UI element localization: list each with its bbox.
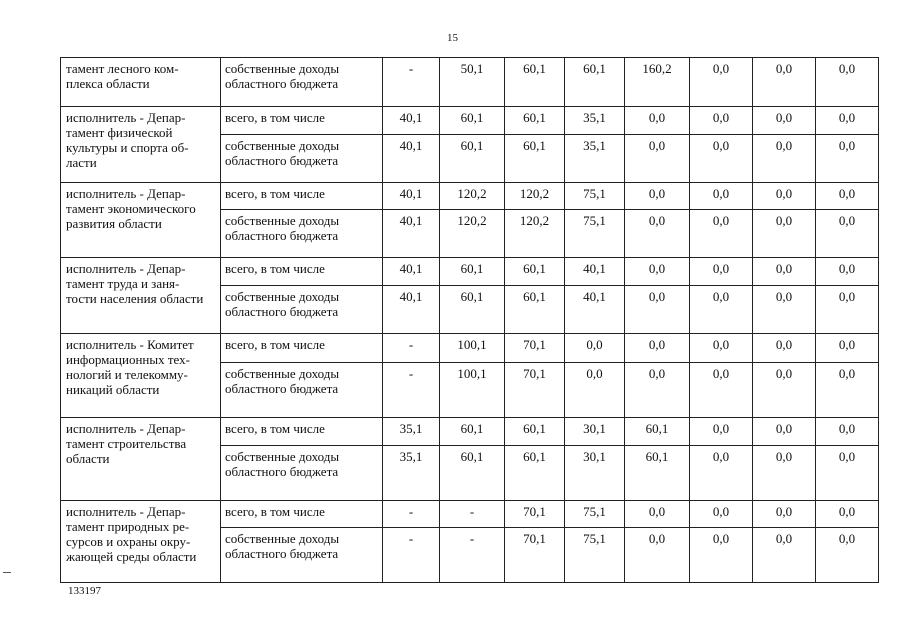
executor-cell: исполнитель - Депар- тамент физической культуры и спорта об- ласти — [61, 107, 221, 183]
footer-code: 133197 — [68, 585, 101, 597]
funding-source-cell: собственные доходы областного бюджета — [221, 135, 383, 183]
value-cell: 0,0 — [690, 183, 753, 210]
value-cell: 0,0 — [816, 418, 879, 446]
value-cell: 100,1 — [440, 334, 505, 363]
value-cell: 0,0 — [625, 528, 690, 583]
value-cell: 0,0 — [690, 258, 753, 286]
funding-source-cell: всего, в том числе — [221, 334, 383, 363]
value-cell: 60,1 — [505, 135, 565, 183]
value-cell: 120,2 — [440, 210, 505, 258]
value-cell: 0,0 — [753, 528, 816, 583]
value-cell: 40,1 — [565, 286, 625, 334]
table-row — [61, 58, 879, 107]
value-cell: 120,2 — [440, 183, 505, 210]
value-cell: 60,1 — [625, 418, 690, 446]
value-cell: 0,0 — [816, 334, 879, 363]
value-cell: 120,2 — [505, 183, 565, 210]
value-cell: 0,0 — [753, 334, 816, 363]
page-number: 15 — [447, 32, 458, 44]
value-cell: 40,1 — [383, 107, 440, 135]
value-cell: 75,1 — [565, 210, 625, 258]
value-cell: - — [383, 501, 440, 528]
value-cell: 0,0 — [753, 135, 816, 183]
value-cell: 0,0 — [625, 135, 690, 183]
value-cell: 35,1 — [383, 446, 440, 501]
value-cell: 0,0 — [690, 334, 753, 363]
value-cell: 0,0 — [690, 58, 753, 107]
executor-cell: исполнитель - Депар- тамент труда и заня- тости населения области — [61, 258, 221, 334]
value-cell: 0,0 — [753, 58, 816, 107]
value-cell: 35,1 — [565, 135, 625, 183]
value-cell: 0,0 — [690, 135, 753, 183]
value-cell: 0,0 — [690, 107, 753, 135]
funding-source-cell: всего, в том числе — [221, 258, 383, 286]
executor-cell: исполнитель - Депар- тамент природных ре- сурсов и охраны окру- жающей среды области — [61, 501, 221, 583]
value-cell: 70,1 — [505, 528, 565, 583]
value-cell: - — [383, 334, 440, 363]
value-cell: 60,1 — [505, 58, 565, 107]
value-cell: 0,0 — [816, 107, 879, 135]
value-cell: 75,1 — [565, 183, 625, 210]
budget-table — [60, 57, 879, 583]
funding-source-cell: собственные доходы областного бюджета — [221, 528, 383, 583]
funding-source-cell: собственные доходы областного бюджета — [221, 286, 383, 334]
value-cell: 75,1 — [565, 528, 625, 583]
value-cell: 0,0 — [690, 286, 753, 334]
value-cell: 35,1 — [565, 107, 625, 135]
value-cell: 0,0 — [753, 107, 816, 135]
value-cell: 0,0 — [625, 183, 690, 210]
value-cell: 60,1 — [440, 258, 505, 286]
value-cell: 0,0 — [753, 418, 816, 446]
value-cell: 50,1 — [440, 58, 505, 107]
value-cell: 0,0 — [753, 286, 816, 334]
value-cell: 0,0 — [625, 210, 690, 258]
value-cell: 0,0 — [816, 258, 879, 286]
value-cell: 70,1 — [505, 363, 565, 418]
executor-cell: тамент лесного ком- плекса области — [61, 58, 221, 107]
funding-source-cell: собственные доходы областного бюджета — [221, 210, 383, 258]
funding-source-cell: собственные доходы областного бюджета — [221, 363, 383, 418]
value-cell: 0,0 — [816, 363, 879, 418]
funding-source-cell: всего, в том числе — [221, 107, 383, 135]
value-cell: 0,0 — [625, 363, 690, 418]
value-cell: 0,0 — [816, 135, 879, 183]
value-cell: 160,2 — [625, 58, 690, 107]
value-cell: 0,0 — [753, 363, 816, 418]
value-cell: 60,1 — [505, 286, 565, 334]
table-row — [61, 418, 879, 446]
value-cell: 100,1 — [440, 363, 505, 418]
funding-source-cell: всего, в том числе — [221, 183, 383, 210]
funding-source-cell: собственные доходы областного бюджета — [221, 446, 383, 501]
value-cell: 60,1 — [505, 418, 565, 446]
value-cell: 0,0 — [690, 363, 753, 418]
table-row — [61, 183, 879, 210]
value-cell: 0,0 — [816, 286, 879, 334]
value-cell: 40,1 — [383, 286, 440, 334]
value-cell: 0,0 — [690, 210, 753, 258]
value-cell: 60,1 — [505, 258, 565, 286]
value-cell: 60,1 — [440, 286, 505, 334]
value-cell: 0,0 — [565, 334, 625, 363]
value-cell: 0,0 — [690, 446, 753, 501]
value-cell: 40,1 — [383, 183, 440, 210]
executor-cell: исполнитель - Комитет информационных тех- нологий и телекомму- никаций области — [61, 334, 221, 418]
table-body — [61, 58, 879, 583]
value-cell: 0,0 — [816, 58, 879, 107]
value-cell: 60,1 — [505, 107, 565, 135]
value-cell: 0,0 — [690, 528, 753, 583]
value-cell: 0,0 — [753, 501, 816, 528]
value-cell: 0,0 — [816, 210, 879, 258]
value-cell: - — [383, 363, 440, 418]
value-cell: 0,0 — [625, 107, 690, 135]
value-cell: 0,0 — [690, 501, 753, 528]
funding-source-cell: собственные доходы областного бюджета — [221, 58, 383, 107]
funding-source-cell: всего, в том числе — [221, 501, 383, 528]
value-cell: 0,0 — [625, 286, 690, 334]
value-cell: 0,0 — [753, 258, 816, 286]
table-row — [61, 334, 879, 363]
value-cell: 0,0 — [625, 501, 690, 528]
value-cell: 0,0 — [753, 446, 816, 501]
value-cell: 60,1 — [440, 107, 505, 135]
value-cell: 0,0 — [753, 210, 816, 258]
value-cell: 30,1 — [565, 446, 625, 501]
table-row — [61, 501, 879, 528]
value-cell: 0,0 — [565, 363, 625, 418]
value-cell: 120,2 — [505, 210, 565, 258]
value-cell: 0,0 — [625, 334, 690, 363]
value-cell: 0,0 — [753, 183, 816, 210]
value-cell: 0,0 — [816, 183, 879, 210]
value-cell: 0,0 — [816, 446, 879, 501]
table-row — [61, 107, 879, 135]
value-cell: 30,1 — [565, 418, 625, 446]
value-cell: 0,0 — [625, 258, 690, 286]
table-row — [61, 258, 879, 286]
executor-cell: исполнитель - Депар- тамент экономического развития области — [61, 183, 221, 258]
value-cell: 60,1 — [505, 446, 565, 501]
value-cell: 60,1 — [440, 446, 505, 501]
value-cell: - — [383, 528, 440, 583]
value-cell: 60,1 — [440, 418, 505, 446]
value-cell: - — [440, 528, 505, 583]
value-cell: 40,1 — [383, 210, 440, 258]
margin-mark — [3, 572, 11, 573]
funding-source-cell: всего, в том числе — [221, 418, 383, 446]
value-cell: 70,1 — [505, 334, 565, 363]
value-cell: 40,1 — [383, 135, 440, 183]
executor-cell: исполнитель - Депар- тамент строительства области — [61, 418, 221, 501]
value-cell: - — [440, 501, 505, 528]
value-cell: 0,0 — [690, 418, 753, 446]
value-cell: 40,1 — [565, 258, 625, 286]
value-cell: 0,0 — [816, 528, 879, 583]
value-cell: 60,1 — [440, 135, 505, 183]
value-cell: - — [383, 58, 440, 107]
value-cell: 0,0 — [816, 501, 879, 528]
value-cell: 60,1 — [565, 58, 625, 107]
value-cell: 35,1 — [383, 418, 440, 446]
value-cell: 75,1 — [565, 501, 625, 528]
value-cell: 70,1 — [505, 501, 565, 528]
value-cell: 60,1 — [625, 446, 690, 501]
value-cell: 40,1 — [383, 258, 440, 286]
